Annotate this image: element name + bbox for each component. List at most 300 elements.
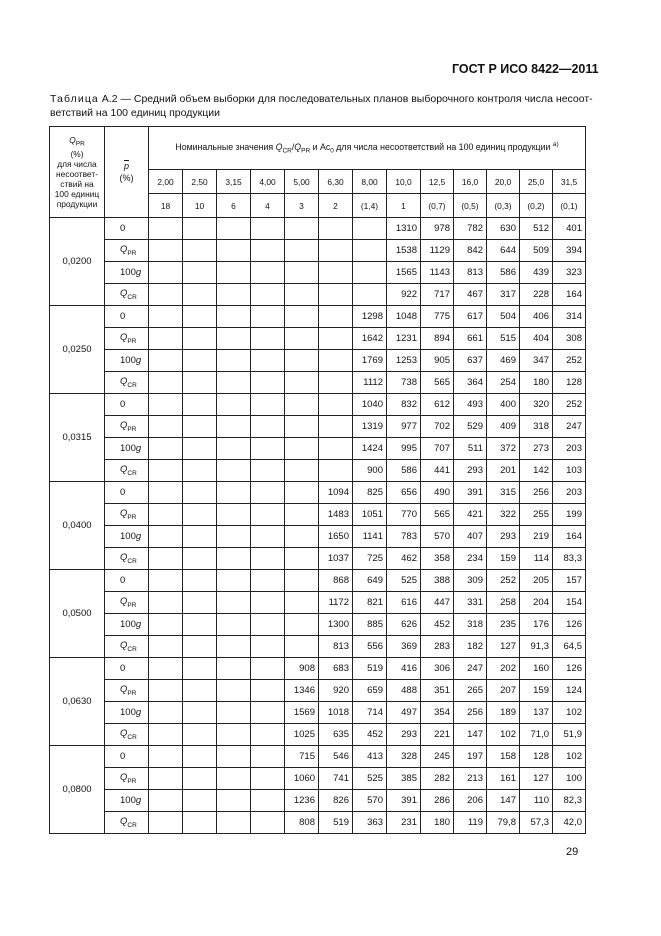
title-q2-sub: PR [301,147,311,155]
value-cell: 391 [454,482,487,504]
row-label-suffix: CR [127,645,137,653]
table-row [50,372,586,394]
value-cell [183,372,217,394]
document-header: ГОСТ Р ИСО 8422—2011 [452,62,599,76]
value-cell: 707 [421,438,454,460]
value-cell [319,438,353,460]
value-cell [251,284,285,306]
title-slash: / [291,142,295,153]
value-cell: 1172 [319,592,353,614]
value-cell [251,702,285,724]
row-label-main: Q [120,640,128,652]
table-row [50,548,586,570]
value-cell: 413 [353,746,387,768]
value-cell: 197 [454,746,487,768]
value-cell [285,372,319,394]
value-cell [217,328,251,350]
caption-text: А.2 — Средний объем выборки для последовательных планов выборочного контроля числа несоот- [98,93,593,105]
qpr-value-cell: 0,0400 [50,482,105,570]
row-label-suffix: CR [127,469,137,477]
value-cell: 741 [319,768,353,790]
value-cell [285,548,319,570]
value-cell: 157 [553,570,586,592]
ratio-header-cell: 12,5 [421,170,454,194]
value-cell: 1253 [387,350,421,372]
value-cell: 826 [319,790,353,812]
table-row [50,570,586,592]
value-cell [251,460,285,482]
value-cell: 391 [387,790,421,812]
value-cell [285,218,319,240]
table-row [50,768,586,790]
value-cell [251,482,285,504]
row-label-cell [105,262,149,284]
value-cell [251,548,285,570]
row-label-main: Q [120,244,128,256]
ac-header-cell: (0,3) [487,194,520,218]
value-cell: 247 [454,658,487,680]
value-cell: 661 [454,328,487,350]
pbar-unit: (%) [119,173,134,183]
value-cell: 273 [520,438,553,460]
value-cell: 556 [353,636,387,658]
table-row [50,262,586,284]
table-row [50,680,586,702]
value-cell [183,658,217,680]
ac-header-cell: 4 [251,194,285,218]
value-cell [217,702,251,724]
value-cell: 439 [520,262,553,284]
value-cell: 1538 [387,240,421,262]
value-cell [183,416,217,438]
value-cell: 894 [421,328,454,350]
value-cell [285,614,319,636]
value-cell: 1300 [319,614,353,636]
value-cell [319,350,353,372]
value-cell: 637 [454,350,487,372]
value-cell [217,548,251,570]
value-cell [183,460,217,482]
value-cell: 490 [421,482,454,504]
title-and-ac: и Ac [310,142,331,153]
table-row [50,416,586,438]
row-label-suffix: g [135,355,142,366]
value-cell: 254 [487,372,520,394]
value-cell [319,284,353,306]
value-cell [319,394,353,416]
value-cell: 318 [454,614,487,636]
value-cell: 421 [454,504,487,526]
value-cell [149,746,183,768]
value-cell [251,812,285,834]
value-cell: 154 [553,592,586,614]
value-cell: 164 [553,284,586,306]
row-label-main: Q [120,772,128,784]
row-label-cell [105,768,149,790]
value-cell: 128 [553,372,586,394]
value-cell: 1346 [285,680,319,702]
row-label-main: 0 [120,487,126,498]
value-cell [217,218,251,240]
title-q2: Q [294,142,302,153]
value-cell: 832 [387,394,421,416]
value-cell: 71,0 [520,724,553,746]
value-cell: 782 [454,218,487,240]
value-cell: 825 [353,482,387,504]
value-cell: 124 [553,680,586,702]
value-cell: 644 [487,240,520,262]
row-label-cell [105,218,149,240]
value-cell: 42,0 [553,812,586,834]
value-cell [251,768,285,790]
value-cell [149,306,183,328]
value-cell: 1112 [353,372,387,394]
value-cell: 493 [454,394,487,416]
value-cell: 252 [553,394,586,416]
value-cell [217,460,251,482]
caption-text-line2: ветствий на 100 единиц продукции [50,107,220,119]
value-cell: 488 [387,680,421,702]
ratio-header-cell: 6,30 [319,170,353,194]
value-cell: 205 [520,570,553,592]
value-cell: 1424 [353,438,387,460]
value-cell: 1569 [285,702,319,724]
value-cell: 293 [454,460,487,482]
value-cell: 364 [454,372,487,394]
value-cell: 512 [520,218,553,240]
value-cell: 775 [421,306,454,328]
value-cell [251,240,285,262]
value-cell [149,240,183,262]
value-cell [217,416,251,438]
value-cell: 783 [387,526,421,548]
value-cell: 147 [487,790,520,812]
value-cell: 1642 [353,328,387,350]
table-row [50,702,586,724]
value-cell: 354 [421,702,454,724]
value-cell: 57,3 [520,812,553,834]
value-cell: 616 [387,592,421,614]
value-cell: 416 [387,658,421,680]
ac-header-cell: 6 [217,194,251,218]
row-label-cell [105,416,149,438]
row-label-cell [105,460,149,482]
title-ac-sub: 0 [330,147,334,155]
row-label-main: 100 [120,619,136,630]
value-cell: 612 [421,394,454,416]
value-cell: 119 [454,812,487,834]
row-label-cell [105,592,149,614]
ratio-header-cell: 8,00 [353,170,387,194]
value-cell: 1143 [421,262,454,284]
value-cell: 813 [454,262,487,284]
value-cell: 103 [553,460,586,482]
value-cell [183,526,217,548]
value-cell: 245 [421,746,454,768]
value-cell: 821 [353,592,387,614]
value-cell: 659 [353,680,387,702]
value-cell [217,526,251,548]
value-cell: 1048 [387,306,421,328]
value-cell: 91,3 [520,636,553,658]
qpr-value-cell: 0,0200 [50,218,105,306]
value-cell: 515 [487,328,520,350]
corner-l2: для числа [57,159,97,170]
value-cell [149,702,183,724]
value-cell: 158 [487,746,520,768]
row-label-main: 100 [120,795,136,806]
value-cell [217,812,251,834]
row-label-main: Q [120,508,128,520]
value-cell [183,746,217,768]
value-cell: 978 [421,218,454,240]
row-label-suffix: g [135,443,142,454]
value-cell: 363 [353,812,387,834]
value-cell [183,328,217,350]
value-cell: 738 [387,372,421,394]
value-cell: 234 [454,548,487,570]
table-row [50,790,586,812]
value-cell: 282 [421,768,454,790]
value-cell [183,548,217,570]
value-cell [149,328,183,350]
value-cell: 180 [520,372,553,394]
value-cell: 328 [387,746,421,768]
row-label-cell [105,680,149,702]
value-cell [183,394,217,416]
ratio-header-cell: 2,00 [149,170,183,194]
value-cell [319,416,353,438]
value-cell: 1236 [285,790,319,812]
value-cell [183,790,217,812]
value-cell: 283 [421,636,454,658]
value-cell: 1310 [387,218,421,240]
value-cell [183,570,217,592]
value-cell [149,636,183,658]
value-cell: 525 [353,768,387,790]
value-cell: 469 [487,350,520,372]
value-cell: 509 [520,240,553,262]
ratio-header-cell: 5,00 [285,170,319,194]
value-cell: 683 [319,658,353,680]
value-cell: 1094 [319,482,353,504]
value-cell [149,548,183,570]
value-cell: 1483 [319,504,353,526]
value-cell: 920 [319,680,353,702]
value-cell: 529 [454,416,487,438]
value-cell: 309 [454,570,487,592]
row-label-main: 0 [120,223,126,234]
value-cell: 164 [553,526,586,548]
value-cell: 1037 [319,548,353,570]
value-cell: 406 [520,306,553,328]
row-label-main: 0 [120,311,126,322]
table-row [50,284,586,306]
value-cell: 525 [387,570,421,592]
value-cell: 322 [487,504,520,526]
header-pbar-cell [105,127,149,218]
row-label-suffix: PR [127,777,137,785]
value-cell: 407 [454,526,487,548]
value-cell: 351 [421,680,454,702]
value-cell: 83,3 [553,548,586,570]
value-cell [251,504,285,526]
value-cell: 1231 [387,328,421,350]
value-cell: 1129 [421,240,454,262]
value-cell [149,504,183,526]
value-cell [183,680,217,702]
value-cell: 626 [387,614,421,636]
corner-l1: (%) [70,149,84,160]
value-cell: 82,3 [553,790,586,812]
value-cell [251,570,285,592]
value-cell: 189 [487,702,520,724]
value-cell [149,790,183,812]
value-cell [217,504,251,526]
value-cell: 388 [421,570,454,592]
row-label-cell [105,350,149,372]
value-cell: 369 [387,636,421,658]
value-cell: 286 [421,790,454,812]
value-cell: 182 [454,636,487,658]
value-cell: 808 [285,812,319,834]
value-cell [183,284,217,306]
value-cell [217,350,251,372]
row-label-suffix: g [135,795,142,806]
value-cell [285,438,319,460]
value-cell [183,636,217,658]
value-cell: 110 [520,790,553,812]
row-label-suffix: g [135,619,142,630]
value-cell: 159 [487,548,520,570]
row-label-cell [105,548,149,570]
value-cell [217,482,251,504]
row-label-suffix: CR [127,293,137,301]
value-cell [149,262,183,284]
corner-l5: 100 единиц [54,189,100,200]
value-cell: 617 [454,306,487,328]
table-row [50,328,586,350]
ratio-header-cell: 20,0 [487,170,520,194]
value-cell [251,262,285,284]
value-cell [183,768,217,790]
row-label-cell [105,284,149,306]
ratio-header-cell: 2,50 [183,170,217,194]
row-label-main: Q [120,816,128,828]
row-label-cell [105,328,149,350]
corner-l4: ствий на [60,179,94,190]
value-cell: 702 [421,416,454,438]
row-label-cell [105,372,149,394]
value-cell: 409 [487,416,520,438]
value-cell [353,284,387,306]
value-cell [319,372,353,394]
value-cell: 293 [487,526,520,548]
value-cell: 519 [319,812,353,834]
value-cell: 204 [520,592,553,614]
title-t1: Номинальные значения [175,142,276,153]
value-cell: 318 [520,416,553,438]
value-cell: 256 [454,702,487,724]
value-cell [149,768,183,790]
value-cell: 207 [487,680,520,702]
row-label-suffix: PR [127,601,137,609]
ratio-header-cell: 4,00 [251,170,285,194]
value-cell: 323 [553,262,586,284]
row-label-main: Q [120,464,128,476]
table-row [50,482,586,504]
value-cell: 202 [487,658,520,680]
row-label-main: Q [120,728,128,740]
value-cell: 206 [454,790,487,812]
value-cell [251,614,285,636]
value-cell: 868 [319,570,353,592]
value-cell: 142 [520,460,553,482]
ac-header-cell: 18 [149,194,183,218]
ac-header-cell: (0,5) [454,194,487,218]
corner-q: Q [69,134,76,145]
ac-header-cell: 10 [183,194,217,218]
value-cell [217,746,251,768]
value-cell [217,240,251,262]
value-cell: 570 [353,790,387,812]
value-cell [217,592,251,614]
table-row [50,746,586,768]
table-row [50,350,586,372]
value-cell [149,394,183,416]
header-qpr-cell [50,127,105,218]
value-cell [285,394,319,416]
value-cell: 176 [520,614,553,636]
row-label-cell [105,658,149,680]
value-cell: 147 [454,724,487,746]
value-cell [149,570,183,592]
row-label-suffix: PR [127,249,137,257]
value-cell: 1060 [285,768,319,790]
value-cell [319,218,353,240]
row-label-cell [105,746,149,768]
row-label-main: 100 [120,267,136,278]
value-cell [149,372,183,394]
value-cell [251,306,285,328]
value-cell: 64,5 [553,636,586,658]
row-label-suffix: PR [127,337,137,345]
value-cell [217,284,251,306]
value-cell: 100 [553,768,586,790]
row-label-main: 0 [120,575,126,586]
row-label-suffix: g [135,267,142,278]
value-cell [183,724,217,746]
value-cell [285,240,319,262]
row-label-cell [105,812,149,834]
row-label-cell [105,702,149,724]
value-cell: 497 [387,702,421,724]
value-cell: 462 [387,548,421,570]
value-cell [251,724,285,746]
value-cell: 127 [520,768,553,790]
value-cell [217,372,251,394]
value-cell: 219 [520,526,553,548]
value-cell [251,526,285,548]
value-cell: 137 [520,702,553,724]
value-cell [149,460,183,482]
value-cell: 161 [487,768,520,790]
value-cell: 570 [421,526,454,548]
value-cell: 467 [454,284,487,306]
value-cell: 252 [553,350,586,372]
value-cell: 126 [553,658,586,680]
row-label-main: Q [120,684,128,696]
